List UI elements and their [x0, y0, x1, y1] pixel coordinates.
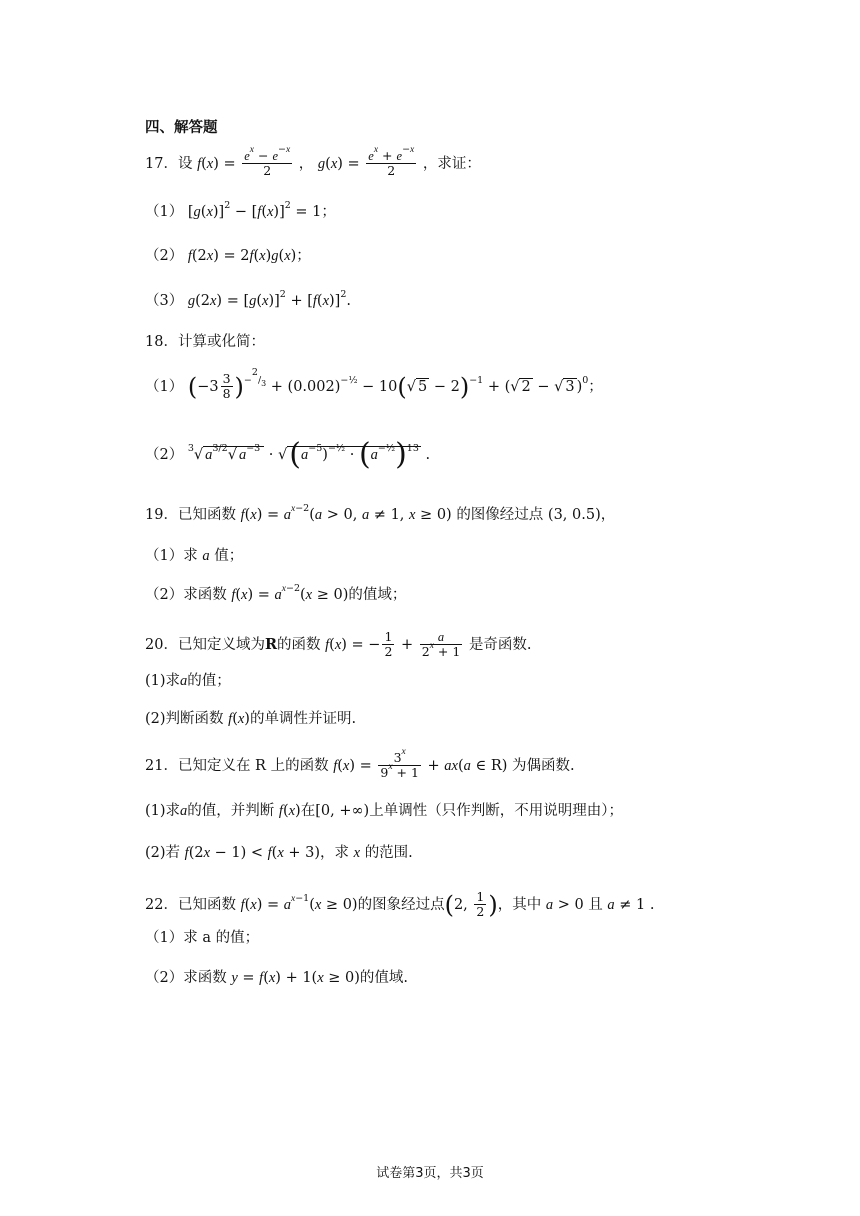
section-title: 四、解答题 [145, 120, 218, 136]
q21-p1-label: (1) [145, 803, 166, 819]
q22-part2: （2）求函数 y = f(x) + 1(x ≥ 0)的值域. [145, 970, 409, 986]
q22-part1 [145, 931, 259, 946]
q21-p2-text2: ，求 [320, 845, 350, 861]
q19-p2-label: （2） [145, 587, 184, 603]
q20-number: 20．已知定义域为 [145, 636, 265, 653]
q21-p2-text: 若 [165, 845, 181, 861]
q19-part1: （1）求 a 值； [145, 548, 244, 564]
q20-end: 是奇函数. [468, 636, 532, 653]
q18-part1: （1） (−3 $\frac{3}{8}$ )$^{-^2/_3} + (0.002)^{-\frac{1}{2}} - 10(√$ 5 − 2)$^{-1}$ + (√ 2 − √ 3 )$^0$； [145, 366, 603, 402]
q21-number: 21．已知定义在 R 上的函数 [145, 757, 329, 774]
q20-p1-label: (1) [145, 673, 166, 689]
question-17: 17．设 f(x) = $\frac{e^x - e^{-x}}{2}$ ， g(x) = $\frac{e^x + e^{-x}}{2}$ ，求证： [145, 144, 481, 179]
q18-part2: （2） $^3$√ $a^{3/2}√$ $a^{-3} \cdot √(a^{-5})^{-\frac{1}{2}} \cdot (a^{-\frac{1}{2}})^{13}$ . [145, 437, 431, 472]
q21-p2-text3: 的范围. [364, 845, 413, 861]
q17-p2-label: （2） [145, 248, 184, 264]
q22-p2-label: （2） [145, 970, 184, 986]
q17-part3: （3） $g(2x) = [g(x)]^2 + [f(x)]^2$. [145, 289, 351, 309]
q21-p1-text: 求 [165, 803, 181, 819]
q17-p3-label: （3） [145, 293, 184, 309]
q17-part2: （2） f(2x) = 2f(x)g(x)； [145, 248, 311, 264]
q22-end2: 且 [588, 896, 603, 913]
q22-p1-label: （1） [145, 930, 184, 946]
q19-part2: （2）求函数 $f(x) = a^{x-2}(x \ge 0)$的值域； [145, 583, 407, 603]
q20-p2-text2: 的单调性并证明. [249, 711, 357, 727]
q22-p2-text2: 的值域. [359, 970, 409, 986]
question-22: 22．已知函数 $f(x) = a^{x-1}(x \ge 0)$的图象经过点(2, $\frac{1}{2}$ )，其中 a > 0 且 a ≠ 1 . [145, 889, 655, 920]
page-footer: 试卷第3页，共3页 [376, 1166, 484, 1181]
q18-p2-label: （2） [145, 447, 184, 463]
q21-p1-text3: 在 [300, 803, 316, 819]
q17-prompt: ，求证： [422, 155, 481, 172]
q19-point: (3, 0.5) [547, 507, 601, 523]
q21-p2-label: (2) [145, 845, 166, 861]
question-21: 21．已知定义在 R 上的函数 f(x) = $\frac{3^x}{9^x + 1}$ + ax(a ∈ R) 为偶函数. [145, 747, 575, 781]
q21-end: 为偶函数. [512, 757, 575, 774]
q19-p1-label: （1） [145, 548, 184, 564]
q21-p1-text2: 的值，并判断 [187, 803, 275, 819]
question-19: 19．已知函数 $f(x) = a^{x-2}(a > 0$, a ≠ 1, x ≥ 0) 的图像经过点 (3, 0.5)， [145, 503, 616, 523]
q22-p2-text: 求函数 [183, 970, 227, 986]
q19-condition: 的图像经过点 [456, 507, 544, 523]
q21-p1-text4: 上单调性（只作判断，不用说明理由）； [369, 803, 623, 819]
q20-mid: 的函数 [277, 636, 321, 653]
q19-p1-text: 求 [183, 548, 198, 564]
q19-p1-text2: 值； [214, 548, 244, 564]
q22-number: 22．已知函数 [145, 896, 236, 913]
q19-number: 19．已知函数 [145, 507, 236, 523]
q20-part2: (2)判断函数 f(x)的单调性并证明. [145, 711, 357, 727]
q20-p2-label: (2) [145, 711, 166, 727]
q17-p1-label: （1） [145, 204, 184, 220]
q18-p1-label: （1） [145, 378, 184, 395]
q22-p1-text: 求 a 的值； [183, 930, 260, 946]
q21-part2: (2)若 f(2x − 1) < f(x + 3)，求 x 的范围. [145, 845, 413, 861]
q20-p1-text: 求 [165, 673, 181, 689]
q20-part1: (1)求a的值； [145, 673, 231, 689]
q20-p2-text: 判断函数 [165, 711, 224, 727]
question-18: 18．计算或化简： [145, 334, 265, 350]
q17-number: 17．设 [145, 155, 193, 172]
q20-p1-text2: 的值； [187, 673, 231, 689]
q21-part1: (1)求a的值，并判断 f(x)在[0, +∞)上单调性（只作判断，不用说明理由）； [145, 803, 623, 819]
q19-p2-text2: 的值域； [348, 587, 407, 603]
question-20: 20．已知定义域为R的函数 f(x) = − $\frac{1}{2}$ + $\frac{a}{2^x + 1}$ 是奇函数. [145, 629, 532, 660]
q17-part1: （1） $[g(x)]^2 - [f(x)]^2 = 1$； [145, 200, 336, 220]
q17-f-fraction: $\frac{e^x - e^{-x}}{2}$ [244, 144, 291, 179]
q17-g-fraction: $\frac{e^x + e^{-x}}{2}$ [368, 144, 415, 179]
q19-p2-text: 求函数 [183, 587, 227, 603]
q17-separator: ， [298, 155, 314, 172]
q22-end: ，其中 [497, 896, 542, 913]
q22-mid: 的图象经过点 [357, 896, 445, 913]
q20-R: R [264, 635, 278, 653]
